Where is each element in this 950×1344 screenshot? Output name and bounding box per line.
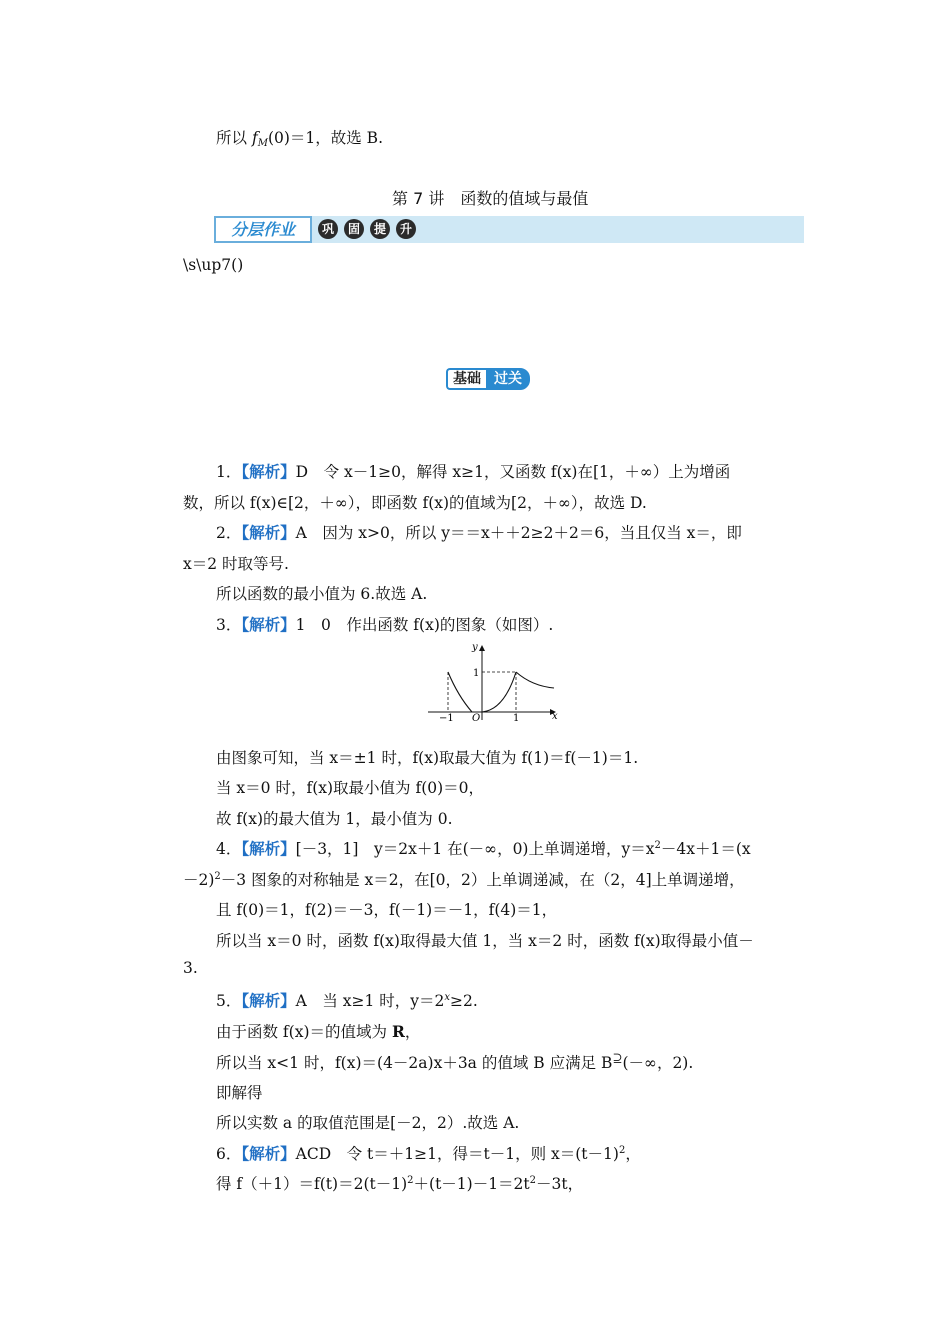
stray-text: \s\up7() <box>183 256 244 274</box>
curve-right <box>516 672 554 688</box>
q3-line1: 3．【解析】1 0 作出函数 f(x)的图象（如图）. <box>216 615 554 634</box>
banner-char: 固 <box>344 219 364 239</box>
q3-line2: 由图象可知，当 x＝±1 时，f(x)取最大值为 f(1)＝f(－1)＝1. <box>216 749 639 767</box>
q3-line3: 当 x＝0 时，f(x)取最小值为 f(0)＝0， <box>216 779 485 797</box>
banner-char: 巩 <box>318 219 338 239</box>
page-title: 第 7 讲 函数的值域与最值 <box>392 189 589 208</box>
tick-x-neg1: −1 <box>439 713 454 722</box>
q2-line1: 2．【解析】A 因为 x>0，所以 y＝＝x＋＋2≥2＋2＝6，当且仅当 x＝，即 <box>216 523 742 542</box>
q6-line2: 得 $f(+1)=f(t)=2(t-1)^2+(t-1)-1=2t^2-3t$， <box>216 1175 584 1193</box>
q2-line3: 所以函数的最小值为 6.故选 A. <box>216 585 428 603</box>
banner-chars <box>318 219 416 240</box>
tick-y1: 1 <box>473 668 480 679</box>
function-graph <box>422 640 562 722</box>
intro-line: 所以 $f_M(0)=1$，故选 B. <box>216 129 383 149</box>
y-label: y <box>472 642 478 653</box>
curve-left <box>448 672 472 712</box>
tick-x1: 1 <box>513 713 520 722</box>
q3-line4: 故 f(x)的最大值为 1，最小值为 0. <box>216 810 453 828</box>
q4-line1: 4．【解析】[－3，1] y＝2x＋1 在(－∞，0)上单调递增，$y=x^2-4x+1=(x$ <box>216 839 751 858</box>
section-badge: 基础 过关 <box>446 368 530 390</box>
q5-line4: 即解得 <box>216 1084 263 1102</box>
banner-label: 分层作业 <box>214 216 312 243</box>
y-axis-arrow <box>479 645 485 651</box>
q5-line2: 由于函数 f(x)＝的值域为 R， <box>216 1022 421 1041</box>
q1-line1: 1．【解析】D 令 x－1≥0，解得 x≥1，又函数 f(x)在[1，＋∞）上为增函 <box>216 462 731 481</box>
q4-line5: 3. <box>183 959 198 977</box>
q2-line2: x＝2 时取等号. <box>183 555 289 573</box>
section-banner <box>214 216 804 243</box>
origin-label: O <box>472 713 481 722</box>
x-label: x <box>552 711 558 722</box>
banner-char: 升 <box>396 219 416 239</box>
q5-line5: 所以实数 a 的取值范围是[－2，2）.故选 A. <box>216 1114 520 1132</box>
banner-char: 提 <box>370 219 390 239</box>
q5-line1: 5．【解析】A 当 x≥1 时，$y=2^x\ge 2$. <box>216 991 478 1010</box>
q4-line4: 所以当 x＝0 时，函数 f(x)取得最大值 1，当 x＝2 时，函数 f(x)取得最小值－ <box>216 932 754 950</box>
q4-line3: 且 f(0)＝1，f(2)＝－3，f(－1)＝－1，f(4)＝1， <box>216 901 558 919</box>
q1-line2: 数，所以 f(x)∈[2，＋∞），即函数 f(x)的值域为[2，＋∞），故选 D. <box>183 494 647 512</box>
q6-line1: 6．【解析】ACD 令 t＝＋1≥1，得＝t－1，则 $x=(t-1)^2$， <box>216 1144 641 1163</box>
q4-line2: －2)$^2$－3 图象的对称轴是 x＝2，在[0，2）上单调递减，在（2，4]上单调递增， <box>183 871 745 889</box>
q5-line3: 所以当 x<1 时，f(x)＝(4－2a)x＋3a 的值域 B 应满足 B⊇(－∞，2). <box>216 1051 694 1072</box>
curve-middle <box>482 672 516 712</box>
